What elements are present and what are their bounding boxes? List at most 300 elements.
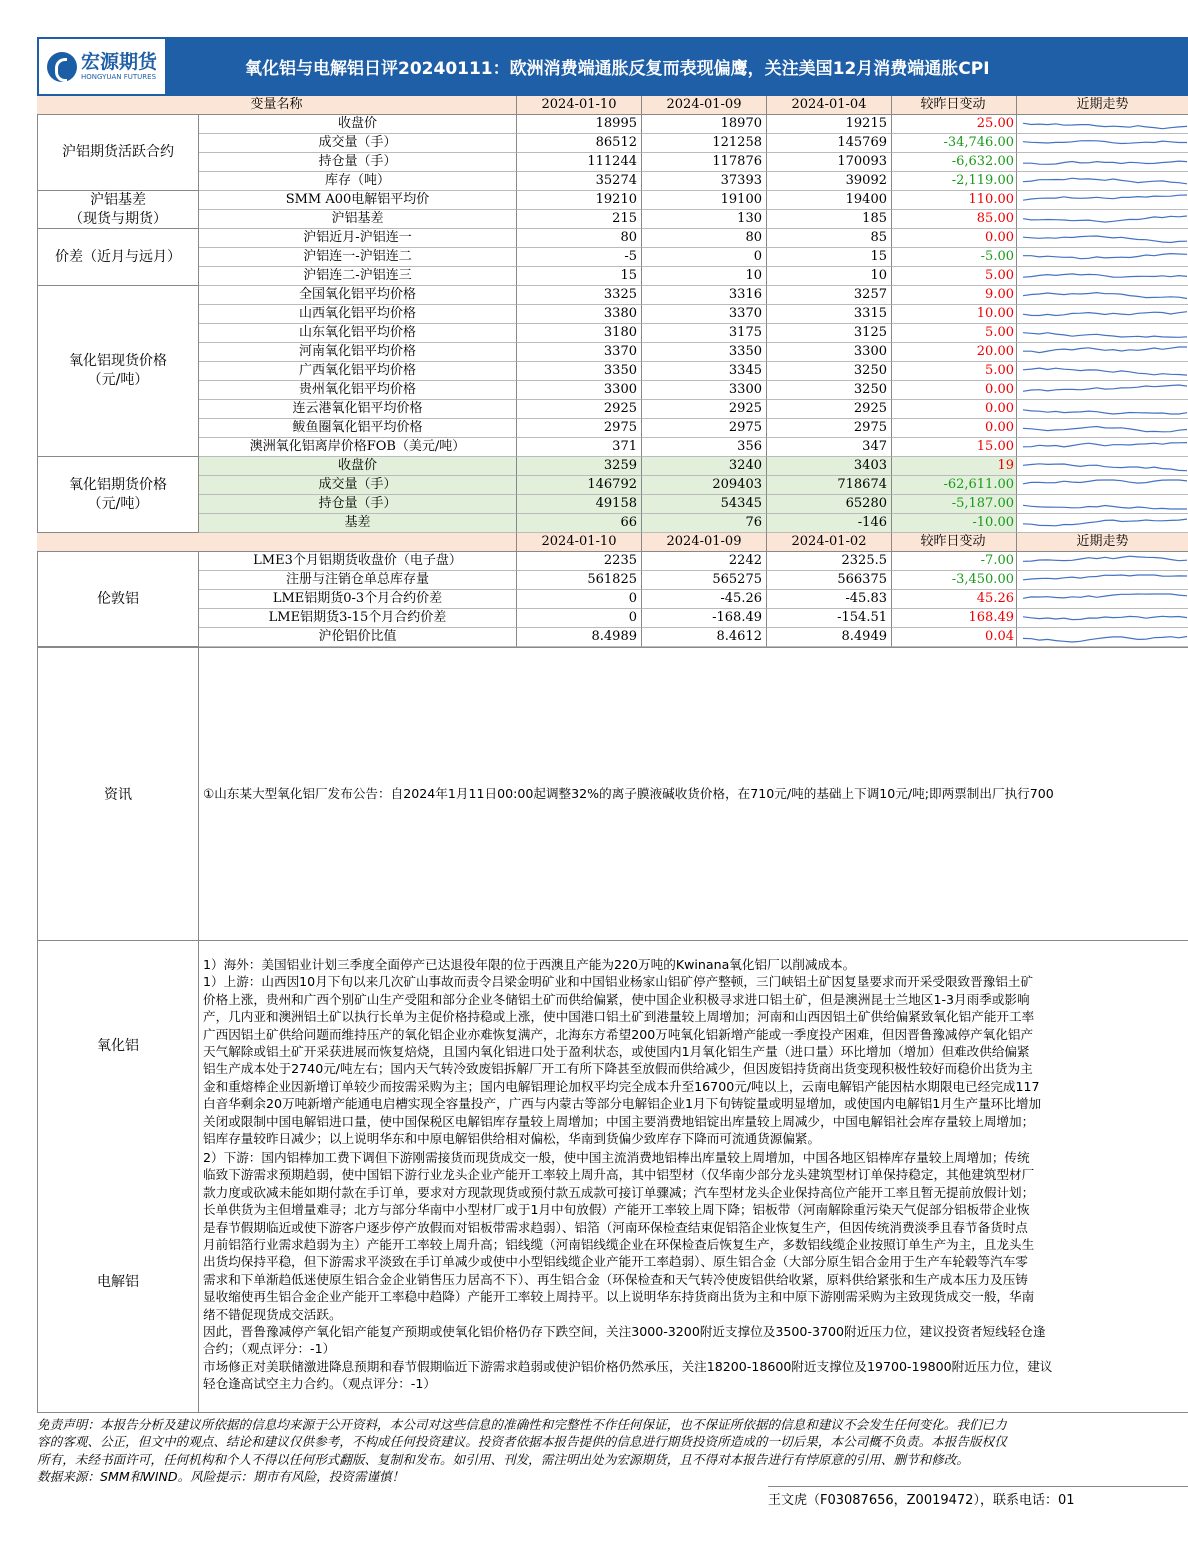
- daily-change: -5.00: [892, 248, 1017, 267]
- sparkline-path: [1023, 556, 1187, 561]
- value-prev: 2925: [642, 400, 767, 419]
- table-row: [37, 381, 1188, 400]
- value-latest: -5: [517, 248, 642, 267]
- sparkline-path: [1023, 141, 1187, 144]
- value-prev: 2242: [642, 552, 767, 571]
- trend-cell: [1017, 305, 1188, 324]
- trend-cell: [1017, 457, 1188, 476]
- analysis-line: 长单供货为主但增量难寻；北方与部分华南中小型材厂或于1月中旬放假）产能开工率较上周下降；铝板带（河南解除重污染天气促部分铝板带企业恢: [203, 1202, 1030, 1218]
- trend-cell: [1017, 514, 1188, 533]
- trend-sparkline: [1023, 231, 1188, 245]
- sparkline-path: [1023, 216, 1187, 222]
- table-row: [37, 115, 1188, 134]
- sparkline-path: [1023, 616, 1187, 619]
- trend-sparkline: [1023, 554, 1188, 568]
- disclaimer-line: 所有，未经书面许可，任何机构和个人不得以任何形式翻版、复制和发布。如引用、刊发，需注明出处为宏源期货，且不得对本报告进行有悖原意的引用、删节和修改。: [37, 1451, 969, 1467]
- value-latest: 215: [517, 210, 642, 229]
- daily-change: 0.00: [892, 400, 1017, 419]
- header-cell: 近期走势: [1017, 533, 1188, 552]
- news-section: [37, 647, 1188, 940]
- value-latest: 371: [517, 438, 642, 457]
- value-prev: 3345: [642, 362, 767, 381]
- indicator-name: 沪铝基差: [199, 210, 517, 229]
- header-cell-blank: [37, 533, 517, 552]
- daily-change: 110.00: [892, 191, 1017, 210]
- electrolytic-section: [37, 1149, 1188, 1412]
- value-prev: 3300: [642, 381, 767, 400]
- data-table: [37, 96, 1188, 647]
- value-earlier: 3257: [767, 286, 892, 305]
- indicator-name: 鲅鱼圈氧化铝平均价格: [199, 419, 517, 438]
- value-earlier: 347: [767, 438, 892, 457]
- value-earlier: 39092: [767, 172, 892, 191]
- sparkline-path: [1023, 274, 1187, 277]
- sparkline-path: [1023, 505, 1187, 509]
- value-earlier: 3300: [767, 343, 892, 362]
- group-label-line: 价差（近月与远月）: [55, 248, 181, 265]
- sparkline-path: [1023, 464, 1187, 471]
- analysis-line: 1）上游：山西因10月下旬以来几次矿山事故而责令吕梁金明矿业和中国铝业杨家山铝矿停产整顿，三门峡铝土矿因复垦要求而开采受限致晋豫铝土矿: [203, 974, 1034, 990]
- report-header: [37, 37, 1188, 96]
- trend-cell: [1017, 229, 1188, 248]
- value-earlier: 85: [767, 229, 892, 248]
- trend-cell: [1017, 495, 1188, 514]
- trend-sparkline: [1023, 155, 1188, 169]
- value-prev: 19100: [642, 191, 767, 210]
- daily-change: 5.00: [892, 267, 1017, 286]
- analysis-line: 1）海外：美国铝业计划三季度全面停产已达退役年限的位于西澳且产能为220万吨的Kwinana氧化铝厂以削减成本。: [203, 957, 856, 972]
- value-latest: 146792: [517, 476, 642, 495]
- trend-sparkline: [1023, 288, 1188, 302]
- value-prev: 3370: [642, 305, 767, 324]
- daily-change: 0.04: [892, 628, 1017, 647]
- header-cell: 2024-01-09: [642, 96, 767, 115]
- value-prev: 10: [642, 267, 767, 286]
- trend-cell: [1017, 134, 1188, 153]
- value-latest: 49158: [517, 495, 642, 514]
- indicator-name: 成交量（手）: [199, 476, 517, 495]
- trend-cell: [1017, 343, 1188, 362]
- sparkline-path: [1023, 178, 1187, 184]
- disclaimer-line: 数据来源：SMM和WIND。风险提示：期市有风险，投资需谨慎！: [37, 1469, 405, 1485]
- daily-change: -34,746.00: [892, 134, 1017, 153]
- sparkline-path: [1023, 293, 1187, 299]
- analysis-line: 广西因铝土矿供给问题而维持压产的氧化铝企业亦难恢复满产，北海东方希望200万吨氧化铝新增产能或一季度投产困难，但因晋鲁豫减停产氧化铝产: [203, 1026, 1034, 1042]
- group-label: [37, 191, 199, 229]
- sparkline-path: [1023, 161, 1187, 164]
- trend-sparkline: [1023, 440, 1188, 454]
- table-row: [37, 400, 1188, 419]
- trend-sparkline: [1023, 136, 1188, 150]
- table-row: [37, 438, 1188, 457]
- trend-sparkline: [1023, 193, 1188, 207]
- value-prev: 2975: [642, 419, 767, 438]
- indicator-name: 成交量（手）: [199, 134, 517, 153]
- analysis-line: 关闭或限制中国电解铝进口量，使中国保税区电解铝库存量较上周增加；中国主要消费地铝锭出库量较上周减少，中国电解铝社会库存量较上周增加；: [203, 1113, 1035, 1129]
- trend-sparkline: [1023, 611, 1188, 625]
- disclaimer-line: 容的客观、公正，但文中的观点、结论和建议仅供参考，不构成任何投资建议。投资者依据本报告提供的信息进行期货投资所造成的一切后果，本公司概不负责。本报告版权仅: [37, 1434, 1007, 1450]
- table-row: [37, 229, 1188, 248]
- trend-cell: [1017, 438, 1188, 457]
- trend-cell: [1017, 153, 1188, 172]
- indicator-name: 山东氧化铝平均价格: [199, 324, 517, 343]
- disclaimer-line: 免责声明：本报告分析及建议所依据的信息均来源于公开资料，本公司对这些信息的准确性和完整性不作任何保证，也不保证所依据的信息和建议不会发生任何变化。我们已力: [37, 1417, 1007, 1432]
- daily-change: 15.00: [892, 438, 1017, 457]
- table-row: [37, 457, 1188, 476]
- value-prev: 209403: [642, 476, 767, 495]
- trend-cell: [1017, 590, 1188, 609]
- value-prev: 8.4612: [642, 628, 767, 647]
- table-row: [37, 514, 1188, 533]
- group-label: [37, 457, 199, 533]
- analysis-line: 显收缩使再生铝合金企业产能开工率稳中趋降）产能开工率较上周持平。以上说明华东持货商出货为主和中原下游刚需采购为主致现货成交一般，华南: [203, 1289, 1035, 1305]
- indicator-name: 收盘价: [199, 115, 517, 134]
- trend-sparkline: [1023, 174, 1188, 188]
- value-prev: 121258: [642, 134, 767, 153]
- header-cell: 2024-01-10: [517, 96, 642, 115]
- trend-cell: [1017, 172, 1188, 191]
- trend-sparkline: [1023, 497, 1188, 511]
- trend-cell: [1017, 362, 1188, 381]
- table-row: [37, 343, 1188, 362]
- daily-change: 9.00: [892, 286, 1017, 305]
- value-prev: -45.26: [642, 590, 767, 609]
- value-earlier: 2975: [767, 419, 892, 438]
- table-row: [37, 210, 1188, 229]
- logo-english-name: HONGYUAN FUTURES: [81, 72, 157, 81]
- trend-cell: [1017, 381, 1188, 400]
- company-logo: [39, 39, 165, 94]
- value-earlier: 10: [767, 267, 892, 286]
- trend-sparkline: [1023, 345, 1188, 359]
- value-latest: 19210: [517, 191, 642, 210]
- analysis-line: 产，几内亚和澳洲铝土矿以执行长单为主促价格持稳或上涨，使中国港口铝土矿到港量较上周增加；河南和山西因铝土矿供给偏紧致氧化铝产能开工率: [203, 1009, 1035, 1025]
- sparkline-path: [1023, 312, 1187, 316]
- value-latest: 66: [517, 514, 642, 533]
- table-row: [37, 191, 1188, 210]
- group-label: [37, 115, 199, 191]
- analysis-line: 金和重熔棒企业因新增订单较少而按需采购为主；国内电解铝理论加权平均完全成本升至16700元/吨以上，云南电解铝产能因枯水期限电已经完成117: [203, 1078, 1040, 1094]
- trend-sparkline: [1023, 592, 1188, 606]
- value-prev: 117876: [642, 153, 767, 172]
- value-earlier: 3250: [767, 362, 892, 381]
- trend-sparkline: [1023, 117, 1188, 131]
- value-earlier: 170093: [767, 153, 892, 172]
- indicator-name: 基差: [199, 514, 517, 533]
- daily-change: 5.00: [892, 324, 1017, 343]
- sparkline-path: [1023, 368, 1187, 375]
- value-earlier: 2325.5: [767, 552, 892, 571]
- indicator-name: SMM A00电解铝平均价: [199, 191, 517, 210]
- group-label: [37, 552, 199, 647]
- indicator-name: 沪铝连二-沪铝连三: [199, 267, 517, 286]
- daily-change: 10.00: [892, 305, 1017, 324]
- value-latest: 0: [517, 590, 642, 609]
- trend-sparkline: [1023, 402, 1188, 416]
- trend-sparkline: [1023, 573, 1188, 587]
- daily-change: 0.00: [892, 381, 1017, 400]
- sparkline-path: [1023, 480, 1187, 484]
- table-row: [37, 248, 1188, 267]
- value-prev: 76: [642, 514, 767, 533]
- sparkline-path: [1023, 236, 1187, 243]
- trend-cell: [1017, 419, 1188, 438]
- analysis-line: 出货均保持平稳，但下游需求平淡致在手订单减少或使中小型铝线缆企业产能开工率趋弱）、原生铝合金（大部分原生铝合金用于生产车轮毂等汽车零: [203, 1254, 1028, 1270]
- analysis-line: 价格上涨，贵州和广西个别矿山生产受阻和部分企业冬储铝土矿而供给偏紧，使中国企业积极寻求进口铝土矿，但是澳洲昆士兰地区1-3月雨季或影响: [203, 991, 1030, 1007]
- analysis-line: 是春节假期临近或使下游客户逐步停产放假而对铝板带需求趋弱）、铝箔（河南环保检查结束促铝箔企业恢复生产，但因传统消费淡季且春节备货时点: [203, 1219, 1028, 1235]
- table-row: [37, 609, 1188, 628]
- trend-cell: [1017, 267, 1188, 286]
- value-latest: 3259: [517, 457, 642, 476]
- indicator-name: LME铝期货3-15个月合约价差: [199, 609, 517, 628]
- group-label-line: （元/吨）: [87, 495, 149, 512]
- value-prev: 3350: [642, 343, 767, 362]
- trend-sparkline: [1023, 478, 1188, 492]
- value-latest: 111244: [517, 153, 642, 172]
- trend-sparkline: [1023, 516, 1188, 530]
- value-latest: 3300: [517, 381, 642, 400]
- news-label: 资讯: [37, 648, 199, 940]
- value-prev: 3240: [642, 457, 767, 476]
- analysis-line: 月前铝箔行业需求趋弱为主）产能开工率较上周升高；铝线缆（河南铝线缆企业在环保检查后恢复生产，多数铝线缆企业按照订单生产为主，且龙头生: [203, 1236, 1035, 1252]
- report-sheet: [37, 37, 1188, 1510]
- indicator-name: 注册与注销仓单总库存量: [199, 571, 517, 590]
- sparkline-path: [1023, 594, 1187, 598]
- trend-cell: [1017, 191, 1188, 210]
- value-latest: 35274: [517, 172, 642, 191]
- table-row: [37, 552, 1188, 571]
- daily-change: -6,632.00: [892, 153, 1017, 172]
- trend-cell: [1017, 324, 1188, 343]
- value-latest: 3180: [517, 324, 642, 343]
- value-prev: 80: [642, 229, 767, 248]
- daily-change: 45.26: [892, 590, 1017, 609]
- table-row: [37, 305, 1188, 324]
- indicator-name: 连云港氧化铝平均价格: [199, 400, 517, 419]
- value-latest: 8.4989: [517, 628, 642, 647]
- value-earlier: 3250: [767, 381, 892, 400]
- sparkline-path: [1023, 347, 1187, 353]
- value-earlier: 19215: [767, 115, 892, 134]
- table-row: [37, 267, 1188, 286]
- value-earlier: 8.4949: [767, 628, 892, 647]
- sparkline-path: [1023, 123, 1187, 129]
- daily-change: 25.00: [892, 115, 1017, 134]
- header-cell: 2024-01-09: [642, 533, 767, 552]
- sparkline-path: [1023, 254, 1187, 259]
- value-earlier: 2925: [767, 400, 892, 419]
- daily-change: 19: [892, 457, 1017, 476]
- value-earlier: 185: [767, 210, 892, 229]
- value-earlier: -146: [767, 514, 892, 533]
- value-earlier: -154.51: [767, 609, 892, 628]
- table-row: [37, 571, 1188, 590]
- value-prev: 37393: [642, 172, 767, 191]
- electrolytic-label: 电解铝: [37, 1149, 199, 1412]
- value-latest: 561825: [517, 571, 642, 590]
- trend-sparkline: [1023, 269, 1188, 283]
- daily-change: 0.00: [892, 229, 1017, 248]
- header-cell: 变量名称: [37, 96, 517, 115]
- table-row: [37, 495, 1188, 514]
- indicator-name: 沪伦铝价比值: [199, 628, 517, 647]
- table-row: [37, 324, 1188, 343]
- trend-cell: [1017, 400, 1188, 419]
- table-row: [37, 153, 1188, 172]
- table-row: [37, 628, 1188, 647]
- sparkline-path: [1023, 195, 1187, 200]
- value-earlier: 3315: [767, 305, 892, 324]
- analysis-line: 白音华剩余20万吨新增产能通电启槽实现全容量投产，广西与内蒙古等部分电解铝企业1月下旬铸锭量或明显增加，或使国内电解铝1月生产量环比增加: [203, 1096, 1042, 1112]
- value-earlier: 3125: [767, 324, 892, 343]
- trend-sparkline: [1023, 326, 1188, 340]
- value-latest: 2975: [517, 419, 642, 438]
- group-label: [37, 286, 199, 457]
- value-earlier: 145769: [767, 134, 892, 153]
- table-row: [37, 286, 1188, 305]
- indicator-name: 广西氧化铝平均价格: [199, 362, 517, 381]
- table-row: [37, 134, 1188, 153]
- report-title: 氧化铝与电解铝日评20240111：欧洲消费端通胀反复而表现偏鹰，关注美国12月消费端通胀CPI: [245, 59, 990, 79]
- daily-change: -5,187.00: [892, 495, 1017, 514]
- trend-cell: [1017, 476, 1188, 495]
- value-earlier: -45.83: [767, 590, 892, 609]
- group-label-line: 沪铝期货活跃合约: [62, 144, 174, 160]
- trend-cell: [1017, 552, 1188, 571]
- value-prev: 54345: [642, 495, 767, 514]
- trend-sparkline: [1023, 459, 1188, 473]
- value-earlier: 3403: [767, 457, 892, 476]
- group-label-line: （元/吨）: [87, 372, 149, 388]
- value-earlier: 566375: [767, 571, 892, 590]
- analysis-line: 绪不错促现货成交活跃。: [203, 1306, 342, 1322]
- trend-cell: [1017, 609, 1188, 628]
- trend-sparkline: [1023, 383, 1188, 397]
- group-label-line: 沪铝基差: [90, 191, 146, 208]
- indicator-name: 河南氧化铝平均价格: [199, 343, 517, 362]
- table-row: [37, 590, 1188, 609]
- trend-cell: [1017, 286, 1188, 305]
- daily-change: 85.00: [892, 210, 1017, 229]
- header-cell: 2024-01-10: [517, 533, 642, 552]
- header-cell: 较昨日变动: [892, 533, 1017, 552]
- alumina-label: 氧化铝: [37, 941, 199, 1149]
- header-cell: 较昨日变动: [892, 96, 1017, 115]
- header-cell: 2024-01-02: [767, 533, 892, 552]
- value-latest: 2235: [517, 552, 642, 571]
- daily-change: -62,611.00: [892, 476, 1017, 495]
- logo-chinese-name: 宏源期货: [81, 50, 158, 73]
- value-latest: 3380: [517, 305, 642, 324]
- value-latest: 3370: [517, 343, 642, 362]
- table-row: [37, 476, 1188, 495]
- value-latest: 3325: [517, 286, 642, 305]
- sparkline-path: [1023, 443, 1187, 447]
- sparkline-path: [1023, 427, 1187, 432]
- table-header-row: [37, 96, 1188, 115]
- indicator-name: 收盘价: [199, 457, 517, 476]
- value-latest: 0: [517, 609, 642, 628]
- trend-sparkline: [1023, 307, 1188, 321]
- daily-change: -2,119.00: [892, 172, 1017, 191]
- daily-change: 20.00: [892, 343, 1017, 362]
- indicator-name: LME3个月铝期货收盘价（电子盘）: [199, 552, 517, 571]
- group-label-line: 氧化铝期货价格: [69, 476, 167, 493]
- indicator-name: 持仓量（手）: [199, 495, 517, 514]
- indicator-name: 全国氧化铝平均价格: [199, 286, 517, 305]
- analysis-line: 市场修正对美联储激进降息预期和春节假期临近下游需求趋弱或使沪铝价格仍然承压，关注18200-18600附近支撑位及19700-19800附近压力位，建议: [203, 1358, 1053, 1374]
- daily-change: -10.00: [892, 514, 1017, 533]
- indicator-name: 山西氧化铝平均价格: [199, 305, 517, 324]
- trend-cell: [1017, 115, 1188, 134]
- author-contact: 王文虎（F03087656，Z0019472），联系电话：01: [768, 1486, 1188, 1508]
- value-prev: 3175: [642, 324, 767, 343]
- table-row: [37, 419, 1188, 438]
- trend-cell: [1017, 210, 1188, 229]
- value-latest: 18995: [517, 115, 642, 134]
- value-earlier: 19400: [767, 191, 892, 210]
- analysis-line: 铝库存量较昨日减少；以上说明华东和中原电解铝供给相对偏松，华南到货偏少致库存下降而可流通货源偏紧。: [203, 1130, 821, 1146]
- value-latest: 80: [517, 229, 642, 248]
- analysis-line: 需求和下单渐趋低迷使原生铝合金企业销售压力居高不下）、再生铝合金（环保检查和天气转冷使废铝供给收紧，原料供给紧张和生产成本压力及压铸: [203, 1271, 1028, 1287]
- analysis-line: 款力度或砍减未能如期付款在手订单，要求对方现款现货或预付款五成款可接订单骤减；汽车型材龙头企业保持高位产能开工率且暂无提前放假计划；: [203, 1184, 1035, 1200]
- group-label: [37, 229, 199, 286]
- indicator-name: 持仓量（手）: [199, 153, 517, 172]
- value-prev: 565275: [642, 571, 767, 590]
- analysis-line: 因此，晋鲁豫减停产氧化铝产能复产预期或使氧化铝价格仍存下跌空间，关注3000-3200附近支撑位及3500-3700附近压力位，建议投资者短线轻仓逢: [203, 1323, 1046, 1339]
- group-label-line: 伦敦铝: [97, 590, 139, 607]
- value-prev: 356: [642, 438, 767, 457]
- analysis-line: 2）下游：国内铝棒加工费下调但下游刚需接货而现货成交一般，使中国主流消费地铝棒出库量较上周增加，中国各地区铝棒库存量较上周增加；传统: [203, 1150, 1030, 1165]
- value-prev: 0: [642, 248, 767, 267]
- disclaimer: [37, 1412, 1188, 1486]
- value-earlier: 718674: [767, 476, 892, 495]
- indicator-name: 库存（吨）: [199, 172, 517, 191]
- trend-sparkline: [1023, 630, 1188, 644]
- indicator-name: LME铝期货0-3个月合约价差: [199, 590, 517, 609]
- daily-change: -3,450.00: [892, 571, 1017, 590]
- value-earlier: 65280: [767, 495, 892, 514]
- value-latest: 86512: [517, 134, 642, 153]
- analysis-line: 合约；（观点评分：-1）: [203, 1341, 336, 1357]
- analysis-line: 天气解除或铝土矿开采获进展而恢复焙烧，且国内氧化铝进口处于盈利状态，或使国内1月氧化铝生产量（进口量）环比增加（增加）但难改供给偏紧: [203, 1043, 1030, 1059]
- indicator-name: 沪铝近月-沪铝连一: [199, 229, 517, 248]
- value-latest: 2925: [517, 400, 642, 419]
- daily-change: 5.00: [892, 362, 1017, 381]
- table-row: [37, 362, 1188, 381]
- table-row: [37, 172, 1188, 191]
- analysis-line: 临致下游需求预期趋弱，使中国铝下游行业龙头企业产能开工率较上周升高，其中铝型材（仅华南少部分龙头建筑型材订单保持稳定，其他建筑型材厂: [203, 1167, 1035, 1183]
- sparkline-path: [1023, 333, 1187, 338]
- trend-sparkline: [1023, 364, 1188, 378]
- trend-cell: [1017, 571, 1188, 590]
- trend-cell: [1017, 628, 1188, 647]
- analysis-line: 铝生产成本处于2740元/吨左右；国内天气转冷致废铝拆解厂开工有所下降甚至放假而供给减少，但因废铝持货商出货变现积极性较好而稳价出货为主: [203, 1061, 1033, 1077]
- value-prev: 18970: [642, 115, 767, 134]
- sparkline-path: [1023, 410, 1187, 414]
- daily-change: -7.00: [892, 552, 1017, 571]
- analysis-line: 轻仓逢高试空主力合约。（观点评分：-1）: [203, 1376, 436, 1392]
- value-latest: 15: [517, 267, 642, 286]
- value-prev: 3316: [642, 286, 767, 305]
- alumina-section: [37, 940, 1188, 1149]
- sparkline-path: [1023, 385, 1187, 391]
- header-cell: 2024-01-04: [767, 96, 892, 115]
- indicator-name: 澳洲氧化铝离岸价格FOB（美元/吨）: [199, 438, 517, 457]
- indicator-name: 贵州氧化铝平均价格: [199, 381, 517, 400]
- group-label-line: （现货与期货）: [69, 210, 167, 227]
- value-latest: 3350: [517, 362, 642, 381]
